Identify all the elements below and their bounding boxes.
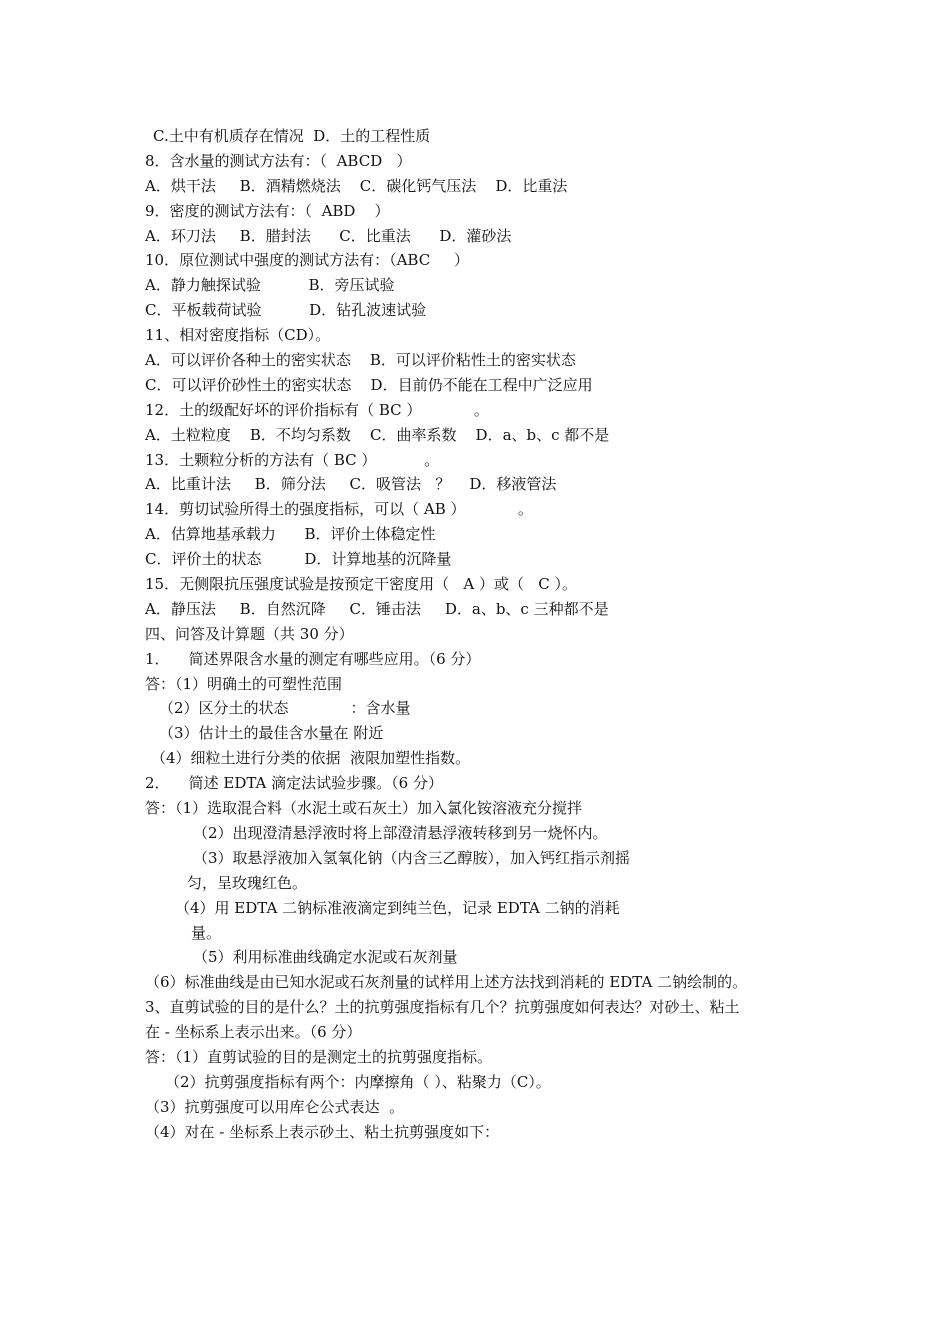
answer-line: （2）区分土的状态 ：含水量 xyxy=(159,699,411,718)
question-13: 13．土颗粒分析的方法有（ BC ） 。 xyxy=(145,450,440,469)
essay-question-2: 2． 简述 EDTA 滴定法试验步骤。（6 分） xyxy=(145,774,443,793)
question-12: 12．土的级配好坏的评价指标有（ BC ） 。 xyxy=(145,400,489,419)
question-15: 15．无侧限抗压强度试验是按预定干密度用（ A ）或（ C ）。 xyxy=(145,575,578,594)
answer-line: （3）估计土的最佳含水量在 附近 xyxy=(159,724,384,743)
answer-line: （4）用 EDTA 二钠标准液滴定到纯兰色，记录 EDTA 二钠的消耗 xyxy=(175,898,620,917)
question-10: 10．原位测试中强度的测试方法有：（ABC ） xyxy=(145,251,470,270)
question-9: 9．密度的测试方法有：（ ABD ） xyxy=(145,201,390,220)
answer-line: （6）标准曲线是由已知水泥或石灰剂量的试样用上述方法找到消耗的 EDTA 二钠绘制的。 xyxy=(145,973,748,992)
question-8: 8．含水量的测试方法有：（ ABCD ） xyxy=(145,151,412,170)
document-body xyxy=(145,124,825,1145)
question-9-options: A．环刀法 B．腊封法 C．比重法 D．灌砂法 xyxy=(145,226,512,245)
answer-line: 答：（1）直剪试验的目的是测定土的抗剪强度指标。 xyxy=(145,1047,493,1066)
question-10-options-ab: A．静力触探试验 B．旁压试验 xyxy=(145,276,395,295)
answer-line: 答：（1）选取混合料（水泥土或石灰土）加入氯化铵溶液充分搅拌 xyxy=(145,799,583,818)
question-10-options-cd: C．平板载荷试验 D．钻孔波速试验 xyxy=(145,301,427,320)
question-14: 14．剪切试验所得土的强度指标，可以（ AB ） 。 xyxy=(145,500,533,519)
answer-line: 匀，呈玫瑰红色。 xyxy=(187,873,308,892)
essay-question-3: 3、直剪试验的目的是什么？土的抗剪强度指标有几个？抗剪强度如何表达？对砂土、粘土 xyxy=(145,998,740,1017)
question-14-options-cd: C．评价土的状态 D．计算地基的沉降量 xyxy=(145,550,452,569)
question-12-options: A．土粒粒度 B．不均匀系数 C．曲率系数 D．a、b、c 都不是 xyxy=(145,425,610,444)
answer-line: （2）出现澄清悬浮液时将上部澄清悬浮液转移到另一烧怀内。 xyxy=(193,823,608,842)
question-15-options: A．静压法 B．自然沉降 C．锤击法 D．a、b、c 三种都不是 xyxy=(145,599,609,618)
text-line: C.土中有机质存在情况 D．土的工程性质 xyxy=(153,127,431,145)
question-13-options: A．比重计法 B．筛分法 C．吸管法 ？ D．移液管法 xyxy=(145,475,557,494)
answer-line: （4）对在 - 坐标系上表示砂土、粘土抗剪强度如下： xyxy=(145,1122,500,1141)
question-11-options-cd: C．可以评价砂性土的密实状态 D．目前仍不能在工程中广泛应用 xyxy=(145,375,593,394)
question-11-options-ab: A．可以评价各种土的密实状态 B．可以评价粘性土的密实状态 xyxy=(145,351,576,370)
answer-line: （3）抗剪强度可以用库仑公式表达 。 xyxy=(145,1097,405,1116)
question-11: 11、相对密度指标（CD）。 xyxy=(145,326,331,345)
question-14-options-ab: A．估算地基承载力 B．评价土体稳定性 xyxy=(145,525,436,544)
answer-line: （4）细粒土进行分类的依据 液限加塑性指数。 xyxy=(151,749,471,768)
question-8-options: A．烘干法 B．酒精燃烧法 C．碳化钙气压法 D．比重法 xyxy=(145,176,568,195)
answer-line: （2）抗剪强度指标有两个：内摩擦角（ ）、粘聚力（C）。 xyxy=(165,1072,551,1091)
answer-line: 答：（1）明确土的可塑性范围 xyxy=(145,674,343,693)
essay-question-1: 1． 简述界限含水量的测定有哪些应用。（6 分） xyxy=(145,649,481,668)
answer-line: （3）取悬浮液加入氢氧化钠（内含三乙醇胺），加入钙红指示剂摇 xyxy=(193,848,631,867)
section-heading: 四、问答及计算题（共 30 分） xyxy=(145,624,354,643)
essay-question-3-continued: 在 - 坐标系上表示出来。（6 分） xyxy=(145,1023,362,1042)
answer-line: （5）利用标准曲线确定水泥或石灰剂量 xyxy=(193,948,458,967)
answer-line: 量。 xyxy=(191,923,222,942)
